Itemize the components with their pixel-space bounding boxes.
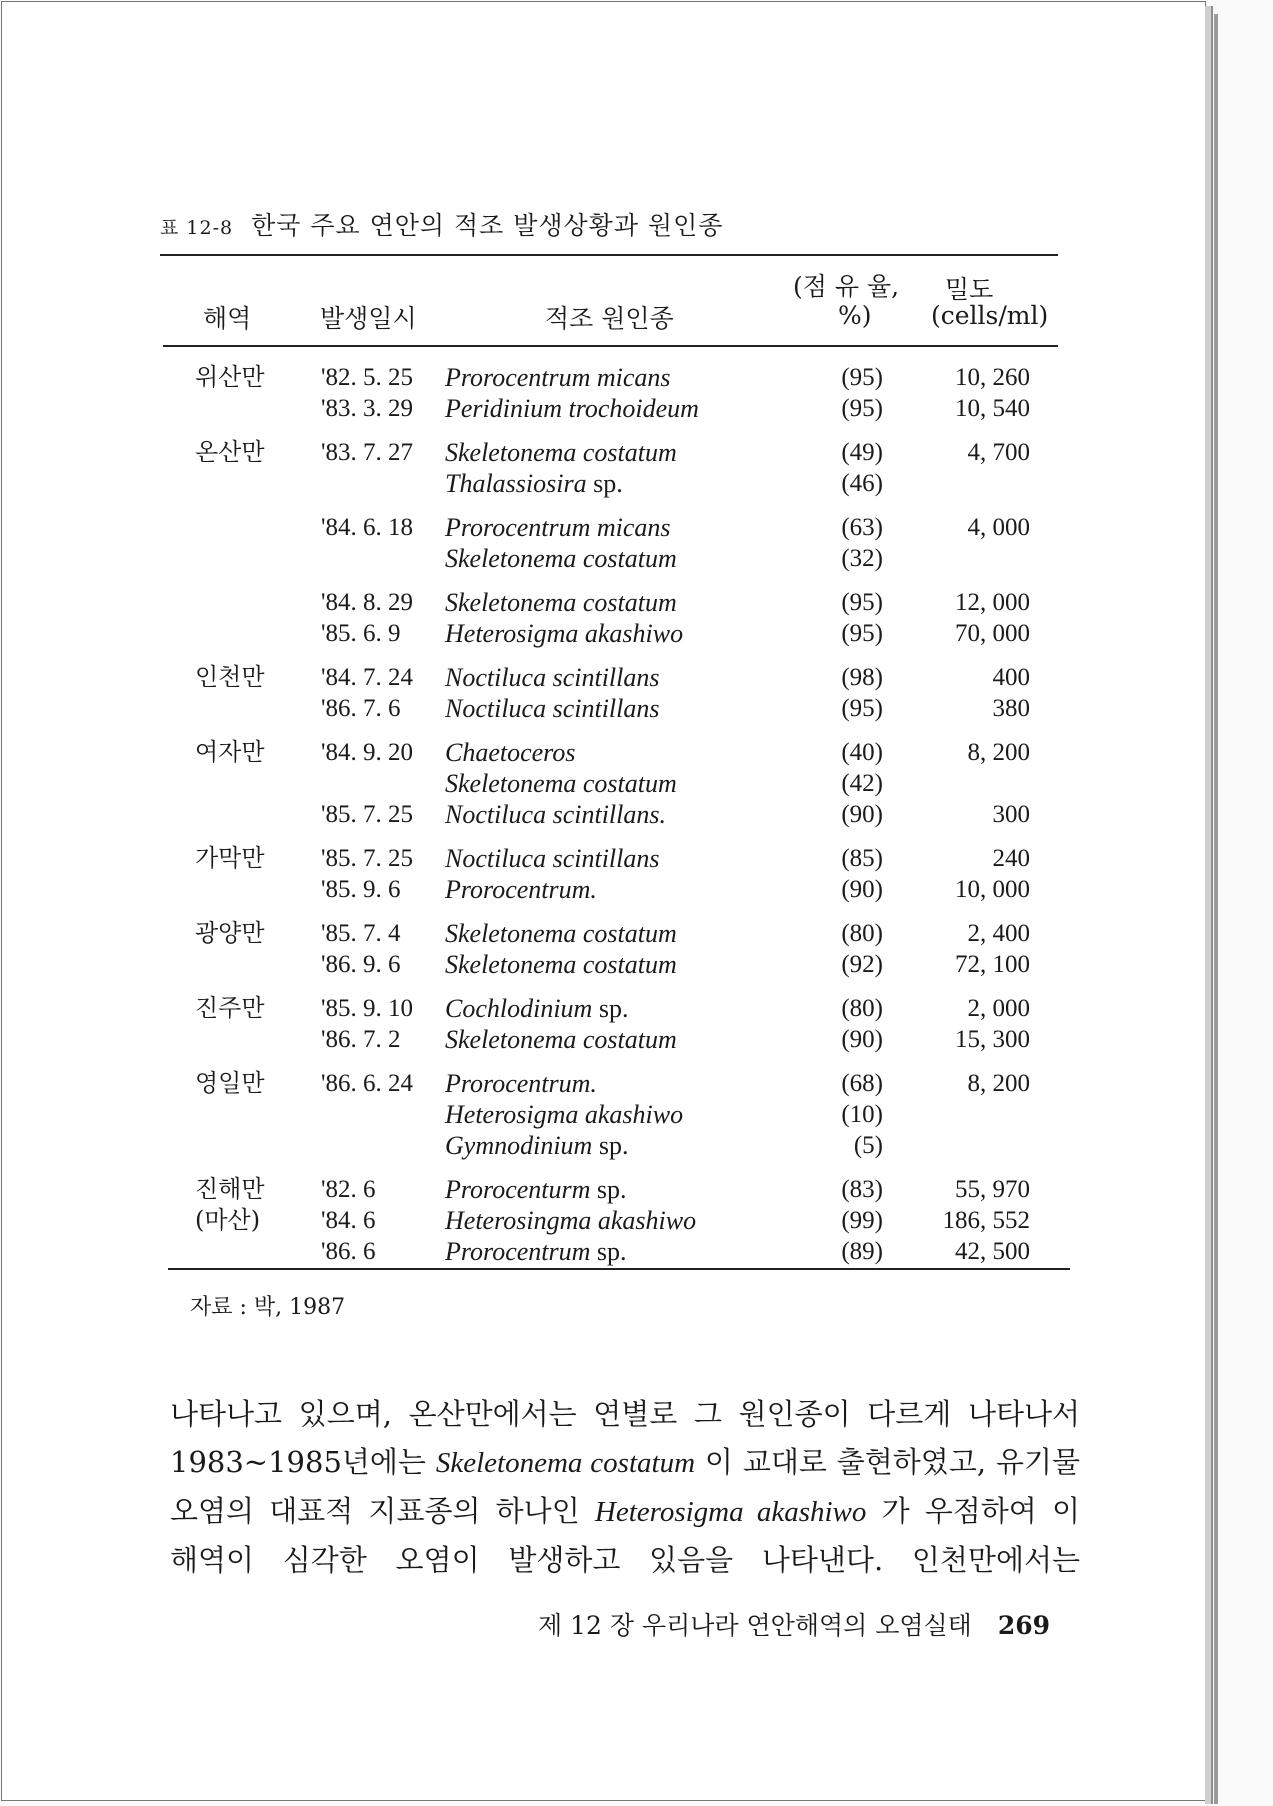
species-name: Noctiluca scintillans [445, 844, 660, 873]
species-name: Noctiluca scintillans [445, 694, 660, 723]
cell-density: 186, 552 [942, 1207, 1030, 1234]
header-area: 해역 [203, 304, 252, 333]
cell-density: 2, 400 [967, 920, 1030, 947]
cell-date: '86. 6. 24 [321, 1070, 414, 1097]
species-name: Skeletonema costatum [445, 769, 677, 798]
cell-density: 300 [992, 801, 1030, 828]
cell-density: 4, 700 [967, 439, 1030, 466]
cell-species [445, 993, 628, 1024]
cell-species [445, 1174, 627, 1205]
cell-date: '86. 6 [321, 1238, 376, 1265]
cell-area: 광양만 [195, 919, 265, 947]
species-name: Noctiluca scintillans [445, 663, 660, 692]
paragraph-line: 해역이 심각한 오염이 발생하고 있음을 나타낸다. 인천만에서는 [170, 1543, 1080, 1577]
cell-area: 온산만 [195, 438, 265, 466]
table-header-rule [163, 345, 1058, 347]
cell-date: '85. 7. 4 [321, 920, 401, 947]
cell-date: '85. 6. 9 [321, 620, 401, 647]
species-name: Gymnodinium [445, 1131, 593, 1160]
species-suffix: sp. [590, 1175, 627, 1204]
cell-area: 여자만 [195, 738, 265, 766]
cell-density: 380 [992, 695, 1030, 722]
species-name: Heterosigma akashiwo [445, 619, 684, 648]
cell-area: 위산만 [195, 363, 265, 391]
species-name: Skeletonema costatum [435, 1447, 696, 1479]
cell-density: 72, 100 [955, 951, 1030, 978]
cell-species [445, 874, 597, 905]
body-paragraph [170, 1390, 1080, 1584]
species-name: Skeletonema costatum [445, 438, 677, 467]
cell-density: 4, 000 [967, 514, 1030, 541]
cell-density: 400 [992, 664, 1030, 691]
paragraph-text: 가 우점하여 이 [866, 1494, 1081, 1528]
cell-area: 인천만 [195, 663, 265, 691]
cell-date: '85. 9. 10 [321, 995, 414, 1022]
cell-percent: (10) [841, 1101, 883, 1128]
cell-density: 12, 000 [955, 589, 1030, 616]
species-name: Chaetoceros [445, 738, 576, 767]
cell-date: '84. 6. 18 [321, 514, 414, 541]
header-density-line2: (cells/ml) [931, 301, 1049, 330]
cell-density: 42, 500 [955, 1238, 1030, 1265]
cell-density: 10, 540 [955, 395, 1030, 422]
species-name: Skeletonema costatum [445, 544, 677, 573]
cell-species [445, 693, 660, 724]
cell-species [445, 618, 683, 649]
cell-percent: (68) [841, 1070, 883, 1097]
cell-date: '86. 9. 6 [321, 951, 401, 978]
species-name: Prorocentrum micans [445, 363, 671, 392]
cell-area: 영일만 [195, 1069, 265, 1097]
cell-area: 가막만 [195, 844, 265, 872]
cell-percent: (95) [841, 620, 883, 647]
species-name: Prorocentrum [445, 1237, 591, 1266]
cell-percent: (85) [841, 845, 883, 872]
cell-species [445, 468, 623, 499]
header-date: 발생일시 [320, 304, 417, 333]
species-name: Prorocentrum. [445, 875, 597, 904]
cell-density: 8, 200 [967, 1070, 1030, 1097]
species-name: Thalassiosira [445, 469, 587, 498]
cell-density: 15, 300 [955, 1026, 1030, 1053]
cell-area: 진주만 [195, 994, 265, 1022]
species-name: Heterosigma akashiwo [594, 1496, 867, 1528]
cell-date: '85. 9. 6 [321, 876, 401, 903]
cell-percent: (90) [841, 801, 883, 828]
header-percent-line1: (점 유 율, [793, 272, 900, 301]
cell-percent: (95) [841, 695, 883, 722]
cell-percent: (95) [841, 395, 883, 422]
species-suffix: sp. [592, 994, 629, 1023]
species-name: Heterosingma akashiwo [445, 1206, 697, 1235]
cell-date: '82. 6 [321, 1176, 376, 1203]
cell-percent: (63) [841, 514, 883, 541]
cell-percent: (49) [841, 439, 883, 466]
cell-date: '86. 7. 6 [321, 695, 401, 722]
cell-species [445, 437, 677, 468]
header-percent-line2: %) [838, 301, 872, 330]
cell-species [445, 843, 660, 874]
header-species: 적조 원인종 [545, 304, 674, 333]
species-suffix: sp. [592, 1131, 629, 1160]
species-name: Heterosigma akashiwo [445, 1100, 684, 1129]
species-name: Prorocentrum. [445, 1069, 597, 1098]
cell-species [445, 918, 677, 949]
header-density-line1: 밀도 [945, 275, 994, 304]
cell-percent: (32) [841, 545, 883, 572]
species-name: Skeletonema costatum [445, 919, 677, 948]
cell-percent: (83) [841, 1176, 883, 1203]
cell-species [445, 393, 699, 424]
cell-date: '84. 8. 29 [321, 589, 414, 616]
cell-percent: (92) [841, 951, 883, 978]
cell-percent: (99) [841, 1207, 883, 1234]
cell-species [445, 737, 575, 768]
cell-percent: (89) [841, 1238, 883, 1265]
cell-date: '85. 7. 25 [321, 845, 414, 872]
cell-area: (마산) [195, 1206, 261, 1234]
species-suffix: sp. [586, 469, 623, 498]
paragraph-text: 1983~1985년에는 [170, 1445, 436, 1479]
cell-species [445, 362, 671, 393]
cell-percent: (42) [841, 770, 883, 797]
species-name: Skeletonema costatum [445, 950, 677, 979]
species-name: Noctiluca scintillans. [445, 800, 666, 829]
cell-date: '83. 3. 29 [321, 395, 414, 422]
cell-percent: (46) [841, 470, 883, 497]
cell-percent: (80) [841, 995, 883, 1022]
species-name: Prorocenturm [445, 1175, 591, 1204]
species-suffix: sp. [590, 1237, 627, 1266]
cell-date: '82. 5. 25 [321, 364, 414, 391]
cell-percent: (90) [841, 876, 883, 903]
cell-species [445, 587, 677, 618]
cell-percent: (95) [841, 364, 883, 391]
cell-species [445, 1099, 683, 1130]
cell-date: '84. 6 [321, 1207, 376, 1234]
cell-species [445, 799, 666, 830]
species-name: Prorocentrum micans [445, 513, 671, 542]
page-footer [530, 1606, 1050, 1642]
table-title: 한국 주요 연안의 적조 발생상황과 원인종 [251, 211, 724, 240]
table-bottom-rule [168, 1268, 1070, 1270]
cell-density: 10, 000 [955, 876, 1030, 903]
cell-density: 70, 000 [955, 620, 1030, 647]
cell-area: 진해만 [195, 1175, 265, 1203]
species-name: Peridinium trochoideum [445, 394, 699, 423]
paragraph-line [170, 1487, 1080, 1536]
cell-species [445, 1205, 696, 1236]
cell-date: '86. 7. 2 [321, 1026, 401, 1053]
cell-species [445, 949, 677, 980]
cell-density: 10, 260 [955, 364, 1030, 391]
cell-species [445, 1068, 597, 1099]
table-number: 표 12-8 [160, 217, 234, 239]
cell-species [445, 768, 677, 799]
species-name: Cochlodinium [445, 994, 593, 1023]
table-top-rule [160, 254, 1058, 256]
cell-percent: (98) [841, 664, 883, 691]
page-edge-shadow [1214, 14, 1218, 1804]
chapter-title: 제 12 장 우리나라 연안해역의 오염실태 [538, 1611, 972, 1640]
paragraph-line [170, 1438, 1080, 1487]
cell-density: 240 [992, 845, 1030, 872]
cell-species [445, 1130, 628, 1161]
paragraph-text: 이 교대로 출현하였고, 유기물 [695, 1445, 1080, 1479]
cell-date: '83. 7. 27 [321, 439, 414, 466]
cell-percent: (95) [841, 589, 883, 616]
cell-species [445, 543, 677, 574]
table-caption [160, 206, 723, 242]
cell-percent: (80) [841, 920, 883, 947]
table-source: 자료 : 박, 1987 [190, 1295, 346, 1320]
species-name: Skeletonema costatum [445, 1025, 677, 1054]
cell-density: 2, 000 [967, 995, 1030, 1022]
cell-date: '85. 7. 25 [321, 801, 414, 828]
cell-species [445, 512, 671, 543]
cell-species [445, 662, 660, 693]
cell-percent: (40) [841, 739, 883, 766]
cell-date: '84. 9. 20 [321, 739, 414, 766]
cell-date: '84. 7. 24 [321, 664, 414, 691]
cell-percent: (90) [841, 1026, 883, 1053]
cell-density: 55, 970 [955, 1176, 1030, 1203]
page-number: 269 [997, 1611, 1050, 1640]
cell-species [445, 1236, 627, 1267]
cell-species [445, 1024, 677, 1055]
page-edge [1205, 6, 1213, 1804]
paragraph-line: 나타나고 있으며, 온산만에서는 연별로 그 원인종이 다르게 나타나서 [170, 1397, 1080, 1431]
cell-percent: (5) [853, 1132, 883, 1159]
species-name: Skeletonema costatum [445, 588, 677, 617]
cell-density: 8, 200 [967, 739, 1030, 766]
paragraph-text: 오염의 대표적 지표종의 하나인 [170, 1494, 595, 1528]
